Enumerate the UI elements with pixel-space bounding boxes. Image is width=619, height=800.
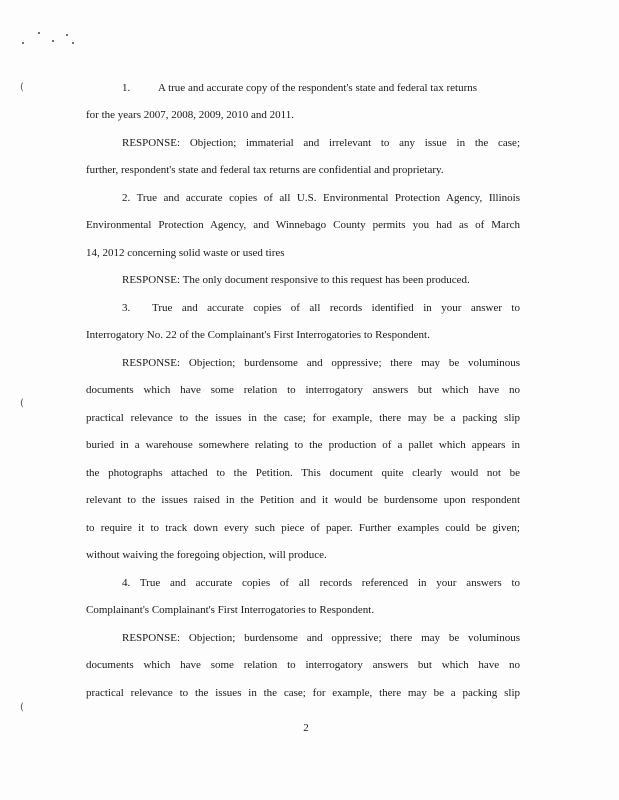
response-3-line-7: to require it to track down every such piece of paper. Further examples could be given;: [86, 522, 520, 534]
item-1-line-2: for the years 2007, 2008, 2009, 2010 and 2011.: [86, 109, 294, 121]
item-2-line-1: 2. True and accurate copies of all U.S. Environmental Protection Agency, Illinois: [122, 192, 520, 204]
response-3-line-1: RESPONSE: Objection; burdensome and oppressive; there may be voluminous: [122, 357, 520, 369]
item-1-number: 1.: [122, 82, 131, 94]
response-4-line-2: documents which have some relation to interrogatory answers but which have no: [86, 659, 520, 671]
response-3-line-3: practical relevance to the issues in the case; for example, there may be a packing slip: [86, 412, 520, 424]
item-1-line-1: A true and accurate copy of the respondent's state and federal tax returns: [158, 82, 478, 94]
response-3-line-5: the photographs attached to the Petition. This document quite clearly would not be: [86, 467, 520, 479]
response-3-line-4: buried in a warehouse somewhere relating to the production of a pallet which appears in: [86, 439, 520, 451]
response-1-line-2: further, respondent's state and federal tax returns are confidential and proprietary.: [86, 164, 444, 176]
response-4-line-1: RESPONSE: Objection; burdensome and oppressive; there may be voluminous: [122, 632, 520, 644]
response-3-line-8: without waiving the foregoing objection, will produce.: [86, 549, 327, 561]
response-1-line-1: RESPONSE: Objection; immaterial and irrelevant to any issue in the case;: [122, 137, 520, 149]
item-4-line-1: 4. True and accurate copies of all records referenced in your answers to: [122, 577, 520, 589]
item-2-line-2: Environmental Protection Agency, and Winnebago County permits you had as of March: [86, 219, 520, 231]
item-3-line-2: Interrogatory No. 22 of the Complainant's First Interrogatories to Respondent.: [86, 329, 430, 341]
item-4-line-2: Complainant's Complainant's First Interrogatories to Respondent.: [86, 604, 375, 616]
binder-hole-mark-top: (: [20, 82, 24, 93]
item-3-number: 3.: [122, 302, 131, 314]
response-2-line-1: RESPONSE: The only document responsive to this request has been produced.: [122, 274, 470, 286]
response-3-line-6: relevant to the issues raised in the Petition and it would be burdensome upon respondent: [86, 494, 520, 506]
binder-hole-mark-bottom: (: [20, 702, 24, 713]
response-4-line-3: practical relevance to the issues in the case; for example, there may be a packing slip: [86, 687, 520, 699]
item-3-line-1: True and accurate copies of all records identified in your answer to: [152, 302, 520, 314]
response-3-line-2: documents which have some relation to interrogatory answers but which have no: [86, 384, 520, 396]
page-number: 2: [303, 722, 309, 734]
item-2-line-3: 14, 2012 concerning solid waste or used tires: [86, 247, 285, 259]
binder-hole-mark-middle: (: [20, 398, 24, 409]
scan-speckles: [18, 28, 78, 48]
